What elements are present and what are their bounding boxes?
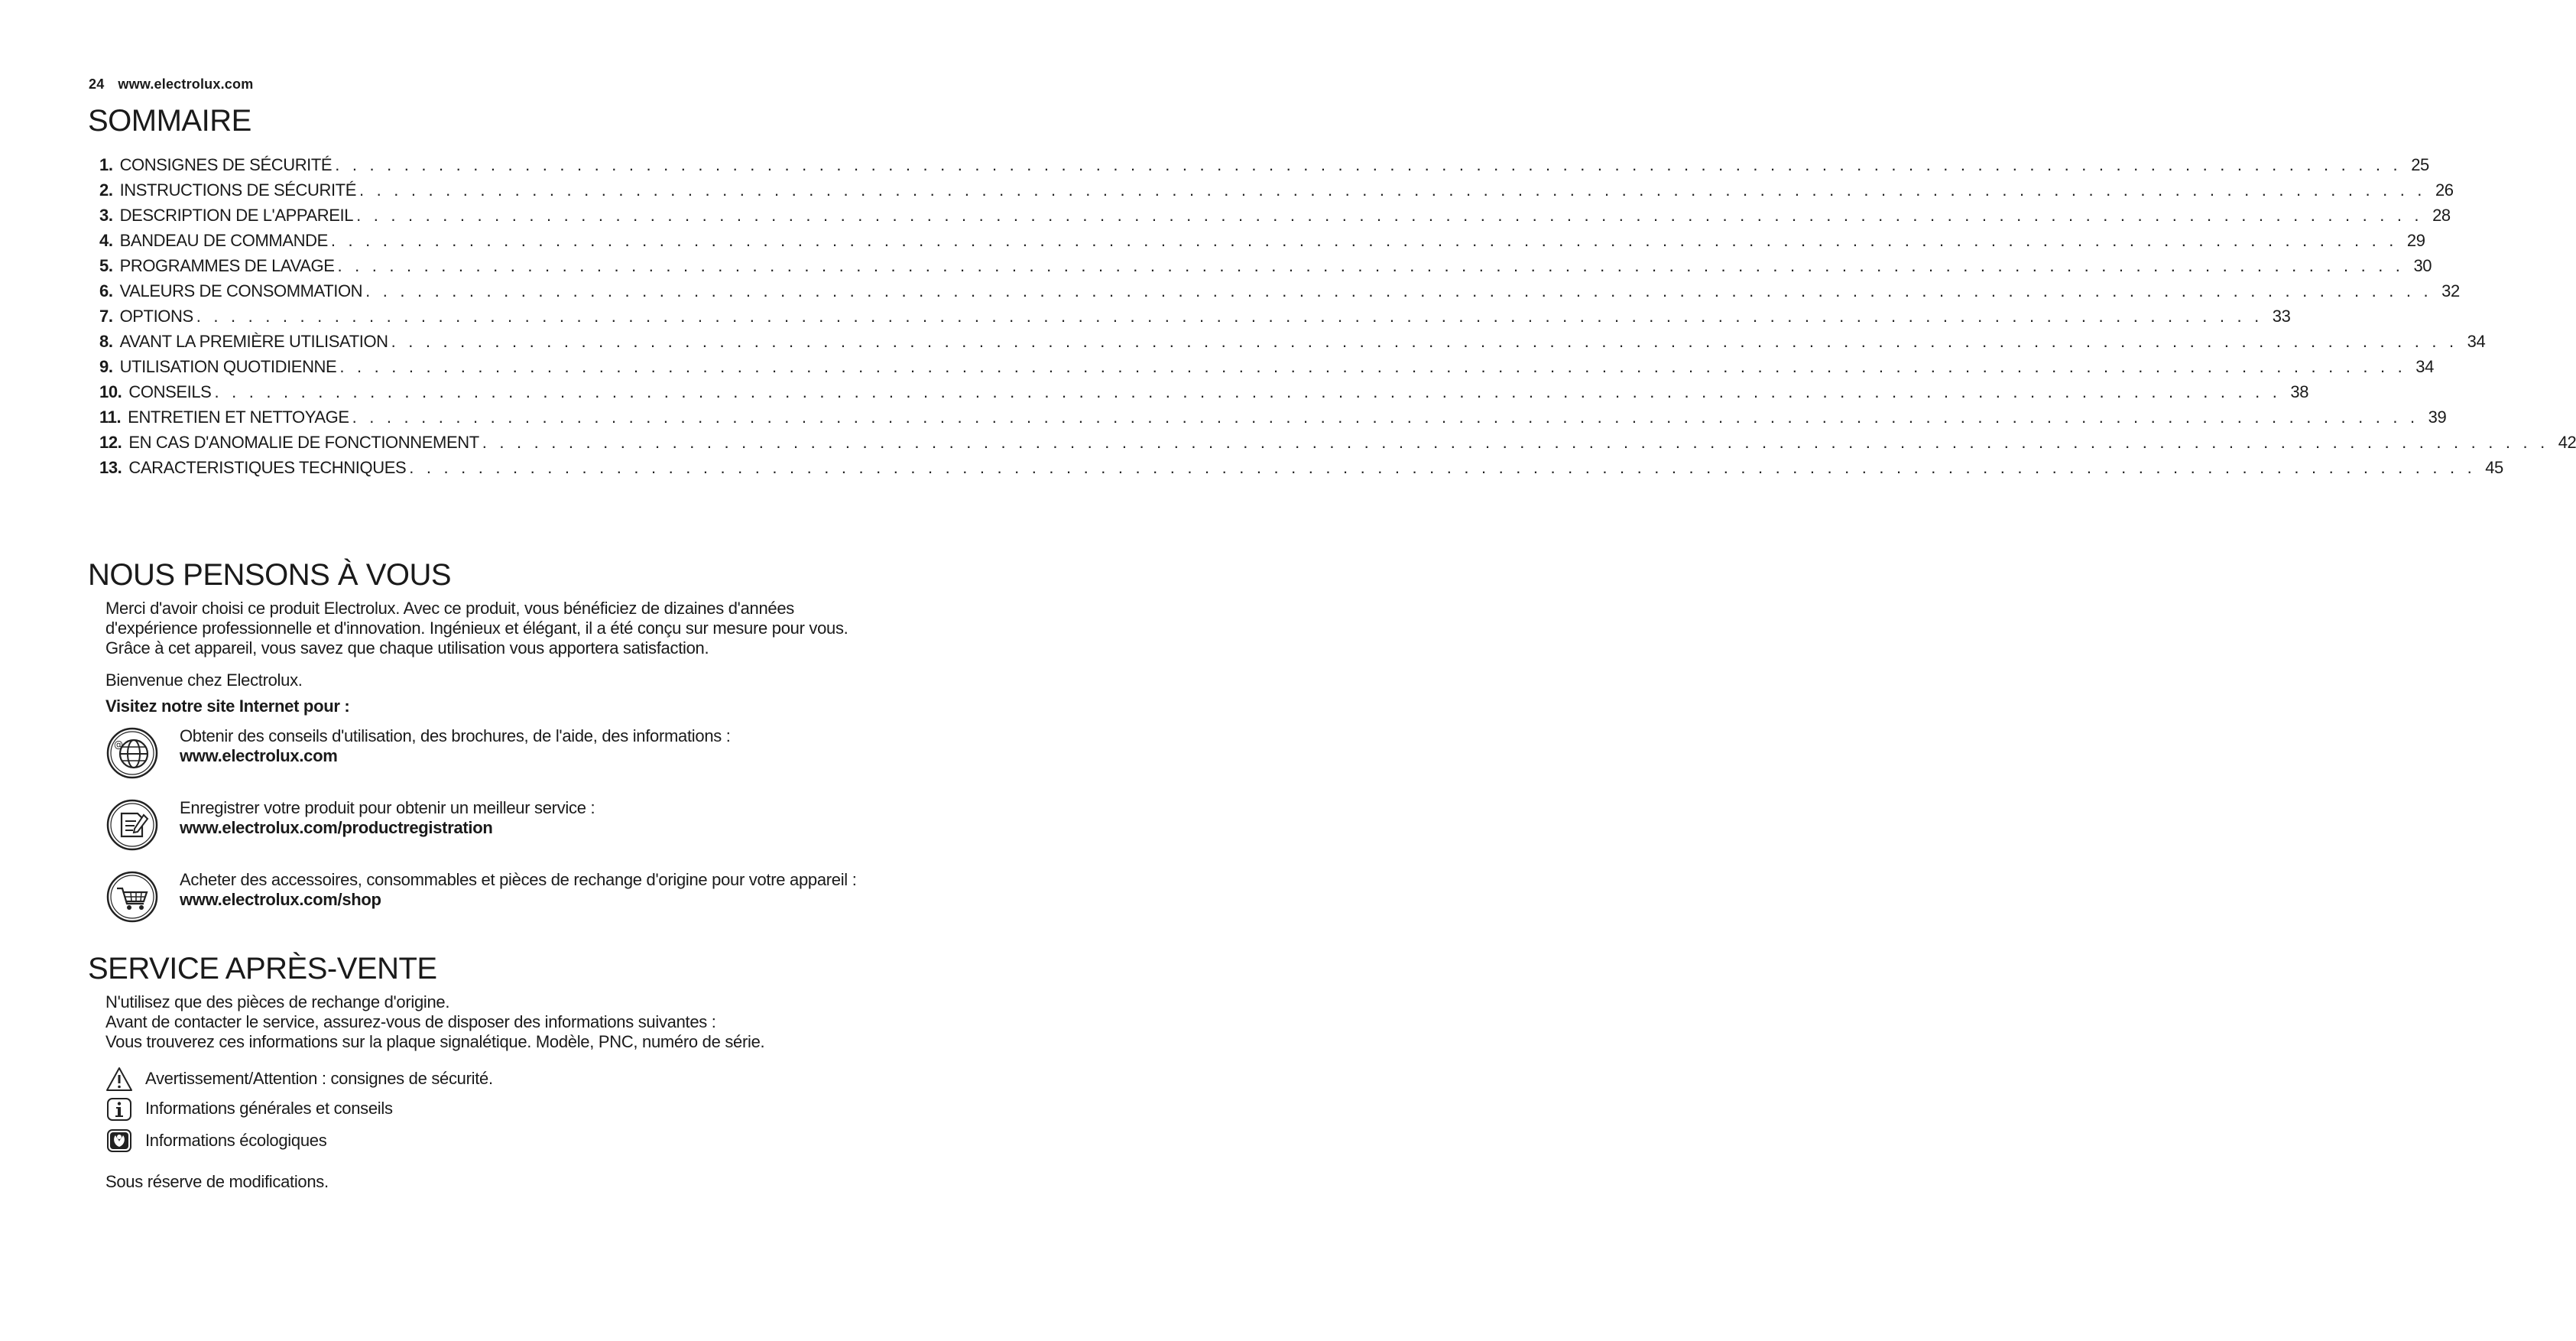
toc-page: 34 bbox=[2415, 357, 2434, 376]
nous-pensons-title: NOUS PENSONS À VOUS bbox=[88, 558, 452, 592]
service-text-block bbox=[105, 992, 870, 1052]
toc-number: 1. bbox=[99, 155, 113, 174]
toc-page: 33 bbox=[2272, 307, 2291, 326]
toc-leader: . . . . . . . . . . . . . . . . . . . . . . . . . . . . . . . . . . . . . . . . . . . . . . . . . . . . . . . . . . . . . . . . . . . . . . . . . . . . . . . . . . . . . . . . . . . . . . . . . . . . . . . . . . . . . . . . . . . . . . . . bbox=[214, 382, 2282, 401]
toc-title: DESCRIPTION DE L'APPAREIL bbox=[119, 206, 354, 225]
toc-number: 8. bbox=[99, 332, 113, 351]
toc-leader: . . . . . . . . . . . . . . . . . . . . . . . . . . . . . . . . . . . . . . . . . . . . . . . . . . . . . . . . . . . . . . . . . . . . . . . . . . . . . . . . . . . . . . . . . . . . . . . . . . . . . . . . . . . . . . . . . . . . . . . . bbox=[482, 433, 2549, 452]
toc-leader: . . . . . . . . . . . . . . . . . . . . . . . . . . . . . . . . . . . . . . . . . . . . . . . . . . . . . . . . . . . . . . . . . . . . . . . . . . . . . . . . . . . . . . . . . . . . . . . . . . . . . . . . . . . . . . . . . . . . . . . . bbox=[337, 256, 2405, 275]
toc-page: 26 bbox=[2435, 180, 2454, 200]
toc-title: UTILISATION QUOTIDIENNE bbox=[119, 357, 337, 376]
service-line: Vous trouverez ces informations sur la plaque signalétique. Modèle, PNC, numéro de série. bbox=[105, 1032, 765, 1051]
toc-leader: . . . . . . . . . . . . . . . . . . . . . . . . . . . . . . . . . . . . . . . . . . . . . . . . . . . . . . . . . . . . . . . . . . . . . . . . . . . . . . . . . . . . . . . . . . . . . . . . . . . . . . . . . . . . . . . . . . . . . . . . bbox=[196, 307, 2263, 326]
toc-item[interactable] bbox=[99, 231, 2425, 256]
toc-item[interactable] bbox=[99, 281, 2460, 307]
footer-note: Sous réserve de modifications. bbox=[105, 1172, 329, 1191]
toc-leader: . . . . . . . . . . . . . . . . . . . . . . . . . . . . . . . . . . . . . . . . . . . . . . . . . . . . . . . . . . . . . . . . . . . . . . . . . . . . . . . . . . . . . . . . . . . . . . . . . . . . . . . . . . . . . . . . . . . . . . . . bbox=[409, 458, 2476, 477]
toc-title: CONSEILS bbox=[128, 382, 212, 401]
toc-title: CONSIGNES DE SÉCURITÉ bbox=[119, 155, 333, 174]
toc-number: 3. bbox=[99, 206, 113, 225]
toc-page: 38 bbox=[2290, 382, 2309, 401]
toc-leader: . . . . . . . . . . . . . . . . . . . . . . . . . . . . . . . . . . . . . . . . . . . . . . . . . . . . . . . . . . . . . . . . . . . . . . . . . . . . . . . . . . . . . . . . . . . . . . . . . . . . . . . . . . . . . . . . . . . . . . . . bbox=[365, 281, 2432, 300]
toc-item[interactable] bbox=[99, 357, 2434, 382]
service-text: Enregistrer votre produit pour obtenir un meilleur service : bbox=[180, 798, 595, 817]
service-link[interactable]: www.electrolux.com/productregistration bbox=[180, 818, 493, 837]
toc-leader: . . . . . . . . . . . . . . . . . . . . . . . . . . . . . . . . . . . . . . . . . . . . . . . . . . . . . . . . . . . . . . . . . . . . . . . . . . . . . . . . . . . . . . . . . . . . . . . . . . . . . . . . . . . . . . . . . . . . . . . . bbox=[358, 180, 2426, 200]
service-text: Obtenir des conseils d'utilisation, des brochures, de l'aide, des informations : bbox=[180, 726, 731, 745]
toc-item[interactable] bbox=[99, 407, 2447, 433]
toc-leader: . . . . . . . . . . . . . . . . . . . . . . . . . . . . . . . . . . . . . . . . . . . . . . . . . . . . . . . . . . . . . . . . . . . . . . . . . . . . . . . . . . . . . . . . . . . . . . . . . . . . . . . . . . . . . . . . . . . . . . . . bbox=[330, 231, 2398, 250]
toc-leader: . . . . . . . . . . . . . . . . . . . . . . . . . . . . . . . . . . . . . . . . . . . . . . . . . . . . . . . . . . . . . . . . . . . . . . . . . . . . . . . . . . . . . . . . . . . . . . . . . . . . . . . . . . . . . . . . . . . . . . . . bbox=[391, 332, 2458, 351]
svg-text:@: @ bbox=[114, 739, 123, 750]
toc-page: 28 bbox=[2432, 206, 2451, 225]
welcome-text: Bienvenue chez Electrolux. bbox=[105, 670, 303, 690]
toc-title: BANDEAU DE COMMANDE bbox=[119, 231, 328, 250]
service-line: N'utilisez que des pièces de rechange d'origine. bbox=[105, 992, 450, 1011]
globe-icon bbox=[105, 726, 159, 780]
page-header bbox=[89, 76, 253, 93]
toc-title: OPTIONS bbox=[119, 307, 193, 326]
toc-leader: . . . . . . . . . . . . . . . . . . . . . . . . . . . . . . . . . . . . . . . . . . . . . . . . . . . . . . . . . . . . . . . . . . . . . . . . . . . . . . . . . . . . . . . . . . . . . . . . . . . . . . . . . . . . . . . . . . . . . . . . bbox=[352, 407, 2419, 427]
sommaire-title: SOMMAIRE bbox=[88, 104, 251, 138]
toc-item[interactable] bbox=[99, 155, 2429, 180]
page-number: 24 bbox=[89, 76, 105, 92]
toc-item[interactable] bbox=[99, 433, 2576, 458]
toc-leader: . . . . . . . . . . . . . . . . . . . . . . . . . . . . . . . . . . . . . . . . . . . . . . . . . . . . . . . . . . . . . . . . . . . . . . . . . . . . . . . . . . . . . . . . . . . . . . . . . . . . . . . . . . . . . . . . . . . . . . . . bbox=[356, 206, 2423, 225]
toc-number: 4. bbox=[99, 231, 113, 250]
legend-text: Informations générales et conseils bbox=[145, 1099, 393, 1118]
toc-number: 2. bbox=[99, 180, 113, 200]
website-link[interactable]: www.electrolux.com bbox=[118, 76, 254, 92]
service-link[interactable]: www.electrolux.com bbox=[180, 746, 338, 765]
toc-title: AVANT LA PREMIÈRE UTILISATION bbox=[119, 332, 388, 351]
toc-number: 11. bbox=[99, 407, 122, 427]
toc-number: 6. bbox=[99, 281, 113, 300]
toc-item[interactable] bbox=[99, 307, 2291, 332]
toc-page: 39 bbox=[2428, 407, 2447, 427]
toc-item[interactable] bbox=[99, 458, 2503, 483]
visit-heading: Visitez notre site Internet pour : bbox=[105, 696, 350, 716]
toc-number: 10. bbox=[99, 382, 122, 401]
toc-number: 12. bbox=[99, 433, 122, 452]
toc-item[interactable] bbox=[99, 206, 2451, 231]
service-text: Acheter des accessoires, consommables et pièces de rechange d'origine pour votre appareil : bbox=[180, 870, 857, 889]
warning-icon bbox=[105, 1066, 133, 1093]
toc-item[interactable] bbox=[99, 256, 2432, 281]
intro-paragraph: Merci d'avoir choisi ce produit Electrolux. Avec ce produit, vous bénéficiez de dizaines d'années d'expérience professionnelle et d'innovation. Ingénieux et élégant, il a été conçu sur mesure pour vous. Grâce à cet appareil, vous savez que chaque utilisation vous apportera satisfaction. bbox=[105, 599, 848, 658]
toc-page: 32 bbox=[2441, 281, 2460, 300]
toc-number: 9. bbox=[99, 357, 113, 376]
toc-title: EN CAS D'ANOMALIE DE FONCTIONNEMENT bbox=[128, 433, 479, 452]
service-link[interactable]: www.electrolux.com/shop bbox=[180, 890, 381, 909]
toc-title: VALEURS DE CONSOMMATION bbox=[119, 281, 363, 300]
toc-number: 7. bbox=[99, 307, 113, 326]
toc-page: 29 bbox=[2406, 231, 2425, 250]
toc-number: 13. bbox=[99, 458, 122, 477]
toc-title: INSTRUCTIONS DE SÉCURITÉ bbox=[119, 180, 356, 200]
info-icon bbox=[105, 1096, 133, 1123]
toc-item[interactable] bbox=[99, 180, 2454, 206]
eco-icon bbox=[105, 1128, 133, 1155]
toc-page: 30 bbox=[2413, 256, 2432, 275]
table-of-contents bbox=[99, 155, 2576, 483]
service-line: Avant de contacter le service, assurez-vous de disposer des informations suivantes : bbox=[105, 1012, 716, 1031]
toc-title: ENTRETIEN ET NETTOYAGE bbox=[128, 407, 349, 427]
toc-page: 45 bbox=[2485, 458, 2503, 477]
toc-title: CARACTERISTIQUES TECHNIQUES bbox=[128, 458, 407, 477]
toc-page: 25 bbox=[2411, 155, 2429, 174]
service-apres-vente-title: SERVICE APRÈS-VENTE bbox=[88, 952, 437, 985]
toc-leader: . . . . . . . . . . . . . . . . . . . . . . . . . . . . . . . . . . . . . . . . . . . . . . . . . . . . . . . . . . . . . . . . . . . . . . . . . . . . . . . . . . . . . . . . . . . . . . . . . . . . . . . . . . . . . . . . . . . . . . . . bbox=[335, 155, 2402, 174]
toc-number: 5. bbox=[99, 256, 113, 275]
toc-item[interactable] bbox=[99, 382, 2309, 407]
legend-text: Avertissement/Attention : consignes de sécurité. bbox=[145, 1069, 493, 1088]
toc-item[interactable] bbox=[99, 332, 2486, 357]
toc-leader: . . . . . . . . . . . . . . . . . . . . . . . . . . . . . . . . . . . . . . . . . . . . . . . . . . . . . . . . . . . . . . . . . . . . . . . . . . . . . . . . . . . . . . . . . . . . . . . . . . . . . . . . . . . . . . . . . . . . . . . . bbox=[339, 357, 2406, 376]
legend-text: Informations écologiques bbox=[145, 1131, 327, 1150]
toc-page: 34 bbox=[2467, 332, 2486, 351]
cart-icon bbox=[105, 870, 159, 924]
toc-page: 42 bbox=[2558, 433, 2576, 452]
toc-title: PROGRAMMES DE LAVAGE bbox=[119, 256, 335, 275]
registration-icon bbox=[105, 798, 159, 852]
